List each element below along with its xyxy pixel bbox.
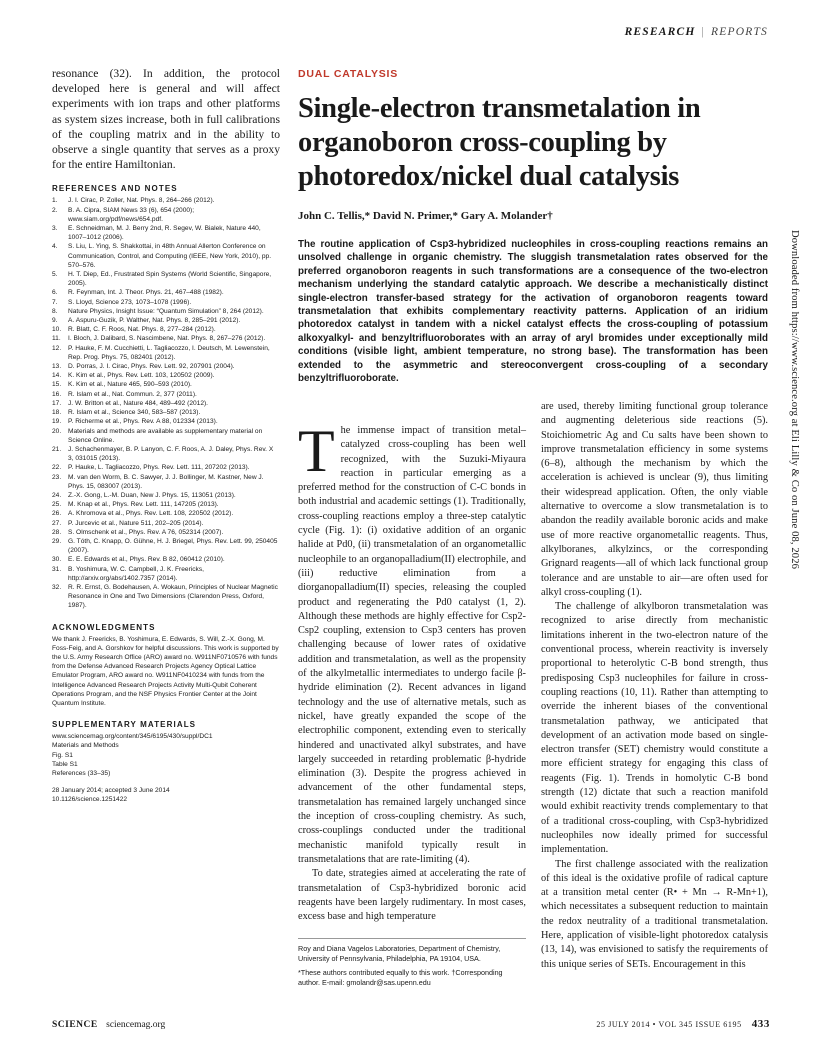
reference-item <box>52 288 280 297</box>
reference-text: S. Liu, L. Ying, S. Shakkottai, in 48th Annual Allerton Conference on Communication, Control, and Computing (IEEE, New York, 2010), pp. 570–576. <box>68 243 272 269</box>
download-watermark <box>778 230 808 790</box>
reference-number: 3. <box>52 225 58 233</box>
reference-text: R. Blatt, C. F. Roos, Nat. Phys. 8, 277–284 (2012). <box>68 326 216 334</box>
reference-text: P. Hauke, L. Tagliacozzo, Phys. Rev. Lett. 111, 207202 (2013). <box>68 464 250 472</box>
drop-cap: T <box>298 418 335 484</box>
reference-number: 22. <box>52 464 62 472</box>
body-paragraph: he immense impact of transition metal–catalyzed cross-coupling has been well recognized, with the Suzuki-Miyaura reaction in particular emerging as a preferred method for the construction of C-C bonds in both industrial and academic settings (1). Traditionally, cross-coupling reactions employ a three-step catalytic cycle (Fig. 1): (i) oxidative addition of an organic halide at Pd0, (ii) transmetalation of an organometallic nucleophile to an organopalladium(II) electrophile, and (iii) reductive elimination from a diorganopalladium(II) species, releasing the coupled product and regenerating the Pd0 catalyst (1, 2). Although these methods are highly effective for Csp2-Csp2 coupling, extension to Csp3 centers has proven challenging because of lower rates of oxidative addition and transmetalation, as well as the propensity of the alkylmetallic intermediates to undergo facile β-hydride elimination (2). Recent advances in ligand technology and the use of alternative metals, such as nickel, have greatly expanded the scope of the electrophilic component, extending even to sterically hindered and unactivated alkyl substrates, and have largely succeeded in retarding problematic β-hydride elimination (3). Despite the progress achieved in advancement of the other fundamental steps, transmetalation has remained largely unchanged since the inception of cross-coupling chemistry. As such, cross-couplings conducted under the traditional mechanistic manifold typically result in transmetalations that are rate-limiting (4). <box>298 425 526 865</box>
journal-name: SCIENCE <box>52 1020 98 1030</box>
reference-number: 6. <box>52 289 58 297</box>
doi: 10.1126/science.1251422 <box>52 796 128 804</box>
reference-item <box>52 519 280 528</box>
reference-item <box>52 408 280 417</box>
reference-number: 2. <box>52 206 58 214</box>
acknowledgments-heading: ACKNOWLEDGMENTS <box>52 622 156 632</box>
reference-number: 25. <box>52 501 62 509</box>
reference-text: J. W. Britton et al., Nature 484, 489–492 (2012). <box>68 399 209 407</box>
reference-text: K. Kim et al., Nature 465, 590–593 (2010). <box>68 381 192 389</box>
reference-text: B. A. Cipra, SIAM News 33 (6), 654 (2000); www.siam.org/pdf/news/654.pdf. <box>68 206 195 223</box>
reference-text: K. Kim et al., Phys. Rev. Lett. 103, 120502 (2009). <box>68 372 215 380</box>
reference-item <box>52 555 280 564</box>
reference-item <box>52 316 280 325</box>
reference-item <box>52 270 280 288</box>
body-paragraph: To date, strategies aimed at accelerating the rate of transmetalation of Csp3-hybridized boronic acid reagents have been largely rudimentary. In most cases, excess base and high temperature <box>298 868 526 923</box>
reference-text: R. Islam et al., Nat. Commun. 2, 377 (2011). <box>68 390 197 398</box>
reference-number: 18. <box>52 409 62 417</box>
body-column-2 <box>541 400 768 972</box>
reference-text: Materials and methods are available as supplementary material on Science Online. <box>68 427 263 444</box>
reference-number: 5. <box>52 271 58 279</box>
reference-list <box>52 196 280 610</box>
affiliation: Roy and Diana Vagelos Laboratories, Department of Chemistry, University of Pennsylvania, Philadelphia, PA 19104, USA. <box>298 944 501 963</box>
reference-item <box>52 473 280 491</box>
reference-item <box>52 307 280 316</box>
running-header <box>593 26 768 38</box>
reference-item <box>52 196 280 205</box>
reference-text: E. E. Edwards et al., Phys. Rev. B 82, 060412 (2010). <box>68 556 225 564</box>
reference-item <box>52 537 280 555</box>
footer-issue <box>592 1018 770 1030</box>
reference-item <box>52 427 280 445</box>
supplementary-heading: SUPPLEMENTARY MATERIALS <box>52 720 197 730</box>
acknowledgments-text: We thank J. Freericks, B. Yoshimura, E. Edwards, S. Will, Z.-X. Gong, M. Foss-Feig, and A. Gorshkov for helpful discussions. This work is supported by the U.S. Army Research Office (ARO) award no. W911NF0710576 with funds from the Defense Advanced Research Projects Agency Optical Lattice Emulator Program, ARO award no. W911NF0410234 with funds from the Intelligence Advanced Research Projects Activity Multi-Qubit Coherent Operations Program, and the NSF Physics Frontier Center at the Joint Quantum Institute. <box>52 635 279 707</box>
reference-text: S. Olmschenk et al., Phys. Rev. A 76, 052314 (2007). <box>68 528 224 536</box>
body-paragraph: are used, thereby limiting functional group tolerance and augmenting deleterious side reactions (5). Stoichiometric Ag and Cu salts have been shown to improve transmetalation efficiency in some systems (6–8), although the mechanism by which the acceleration is achieved is unclear (9), thus limiting their widespread application. Often, the only viable alternative to overcome a slow transmetalation is to abandon the readily available boronic acids and make use of more reactive organometallic reagents. Thus, alkylboranes, alkylzincs, or the corresponding Grignard reagents—all of which lack functional group tolerance and are unstable to air—are often used for alkyl cross-coupling (1). <box>541 401 768 598</box>
reference-number: 32. <box>52 583 62 591</box>
article-dates <box>52 786 280 804</box>
reference-number: 23. <box>52 473 62 481</box>
reference-text: R. Islam et al., Science 340, 583–587 (2013). <box>68 409 201 417</box>
reference-text: J. Schachenmayer, B. P. Lanyon, C. F. Roos, A. J. Daley, Phys. Rev. X 3, 031015 (2013). <box>68 445 274 463</box>
reference-text: H. T. Diep, Ed., Frustrated Spin Systems (World Scientific, Singapore, 2005). <box>68 271 272 288</box>
reference-item <box>52 242 280 270</box>
reference-item <box>52 380 280 389</box>
reference-text: P. Hauke, F. M. Cucchietti, L. Tagliacozzo, I. Deutsch, M. Lewenstein, Rep. Prog. Phys. 75, 082401 (2012). <box>68 344 270 361</box>
reference-text: Nature Physics, Insight Issue: “Quantum Simulation” 8, 264 (2012). <box>68 307 264 315</box>
reference-text: R. R. Ernst, G. Bodehausen, A. Wokaun, Principles of Nuclear Magnetic Resonance in One and Two Dimensions (Clarendon Press, Oxford, 1987). <box>68 583 278 610</box>
reference-item <box>52 334 280 343</box>
previous-article-column <box>52 66 280 805</box>
reference-number: 13. <box>52 363 62 371</box>
reference-text: G. Tóth, C. Knapp, O. Gühne, H. J. Briegel, Phys. Rev. Lett. 99, 250405 (2007). <box>68 537 278 555</box>
reference-item <box>52 583 280 611</box>
previous-article-continuation: resonance (32). In addition, the protocol developed here is general and will affect experiments with ion traps and other platforms as system sizes increase, both in full calibrations of the coupling matrix and in the ability to observe a single quantity that serves as a proxy for the entire Hamiltonian. <box>52 67 280 172</box>
author-line: John C. Tellis,* David N. Primer,* Gary A. Molander† <box>298 210 553 222</box>
reference-text: M. van den Worm, B. C. Sawyer, J. J. Bollinger, M. Kastner, New J. Phys. 15, 083007 (2013). <box>68 473 264 490</box>
reference-text: D. Porras, J. I. Cirac, Phys. Rev. Lett. 92, 207901 (2004). <box>68 363 235 371</box>
reference-number: 16. <box>52 390 62 398</box>
abstract: The routine application of Csp3-hybridized nucleophiles in cross-coupling reactions remains an unsolved challenge in organic chemistry. The sluggish transmetalation rates observed for the preferred organoboron reagents in such transformations are a consequence of the two-electron mechanism underlying the standard catalytic approach. We describe a mechanistically distinct single-electron transfer-based strategy for the activation of organoboron reagents toward transmetalation that exhibits complementary reactivity patterns. Application of an iridium photoredox catalyst in tandem with a nickel catalyst effects the cross-coupling of potassium alkoxyalkyl- and benzyltrifluoroborates with an array of aryl bromides under exceptionally mild conditions (visible light, ambient temperature, no strong base). The transformation has been extended to the asymmetric and stereoconvergent cross-coupling of a secondary benzyltrifluoroborate. <box>298 239 768 385</box>
reference-number: 21. <box>52 445 62 453</box>
body-column-1 <box>298 418 526 924</box>
reference-number: 28. <box>52 528 62 536</box>
reference-item <box>52 565 280 583</box>
reference-item <box>52 224 280 242</box>
reference-text: A. Khromova et al., Phys. Rev. Lett. 108, 220502 (2012). <box>68 510 234 518</box>
reference-item <box>52 491 280 500</box>
reference-number: 19. <box>52 418 62 426</box>
reference-text: P. Jurcevic et al., Nature 511, 202–205 (2014). <box>68 519 204 527</box>
reference-number: 1. <box>52 197 58 205</box>
reference-number: 11. <box>52 335 61 343</box>
reference-number: 8. <box>52 307 58 315</box>
reference-item <box>52 399 280 408</box>
reference-number: 4. <box>52 243 58 251</box>
reference-text: S. Lloyd, Science 273, 1073–1078 (1996). <box>68 298 192 306</box>
reference-item <box>52 371 280 380</box>
reference-number: 20. <box>52 427 62 435</box>
reference-item <box>52 362 280 371</box>
reference-item <box>52 417 280 426</box>
reference-text: P. Richerme et al., Phys. Rev. A 88, 012334 (2013). <box>68 418 218 426</box>
references-heading: REFERENCES AND NOTES <box>52 184 178 194</box>
download-watermark-text: Downloaded from https://www.science.org at Eli Lilly & Co on June 08, 2026 <box>789 230 800 569</box>
reference-text: J. I. Cirac, P. Zoller, Nat. Phys. 8, 264–266 (2012). <box>68 197 215 205</box>
reference-number: 31. <box>52 565 62 573</box>
reference-item <box>52 390 280 399</box>
reference-text: Z.-X. Gong, L.-M. Duan, New J. Phys. 15, 113051 (2013). <box>68 491 236 499</box>
reference-item <box>52 206 280 224</box>
reference-item <box>52 298 280 307</box>
supplementary-item: Materials and Methods <box>52 742 119 750</box>
reference-number: 12. <box>52 344 62 352</box>
supplementary-item: References (33–35) <box>52 770 111 777</box>
author-footnote: *These authors contributed equally to this work. †Corresponding author. E-mail: gmolandr@sas.upenn.edu <box>298 968 503 987</box>
reference-item <box>52 509 280 518</box>
reference-item <box>52 500 280 509</box>
reference-number: 27. <box>52 519 62 527</box>
reference-item <box>52 344 280 362</box>
body-paragraph: The challenge of alkylboron transmetalation was recognized to arise directly from mechanistic limitations inherent in the two-electron nature of the conventional process, wherein reactivity is inversely proportional to heterolytic C-B bond strength, thus predisposing Csp3 nucleophiles for failure in cross-coupling reactions (10, 11). Rather than attempting to override the inherent biases of the conventional transmetalation pathway, we anticipated that development of an activation mode based on single-electron transfer (SET) chemistry would constitute a more efficient strategy for engaging this class of reagents (Fig. 1). Trends in homolytic C-B bond strength (12) dictate that such a reaction manifold would exhibit reactivity trends complementary to that of a traditional cross-coupling, with Csp3-hybridized nucleophiles now ideally primed for successful implementation. <box>541 601 768 856</box>
section-label: RESEARCH <box>624 26 696 38</box>
reference-number: 14. <box>52 372 62 380</box>
reference-item <box>52 445 280 463</box>
supplementary-list <box>52 732 280 778</box>
reference-number: 10. <box>52 326 62 334</box>
reference-text: E. Schneidman, M. J. Berry 2nd, R. Segev, W. Bialek, Nature 440, 1007–1012 (2006). <box>68 225 261 242</box>
reference-text: M. Knap et al., Phys. Rev. Lett. 111, 147205 (2013). <box>68 501 219 509</box>
article-kicker: DUAL CATALYSIS <box>298 68 399 80</box>
journal-site: sciencemag.org <box>106 1020 166 1030</box>
reference-number: 15. <box>52 381 62 389</box>
reference-number: 9. <box>52 317 58 325</box>
reference-text: A. Aspuru-Guzik, P. Walther, Nat. Phys. 8, 285–291 (2012). <box>68 317 241 325</box>
article-title: Single-electron transmetalation in organoboron cross-coupling by photoredox/nickel dual catalysis <box>298 93 701 192</box>
reference-item <box>52 463 280 472</box>
reference-number: 17. <box>52 399 62 407</box>
reference-number: 26. <box>52 510 62 518</box>
header-divider: | <box>701 26 706 38</box>
footer-journal <box>52 1020 165 1030</box>
received-accepted-dates: 28 January 2014; accepted 3 June 2014 <box>52 787 170 795</box>
body-paragraph: The first challenge associated with the realization of this ideal is the oxidative profile of radical capture at a transition metal center (R• + Mn → R-Mn+1), which necessitates a subsequent reduction to maintain the redox neutrality of a traditional transmetalation. Here, application of visible-light photoredox catalysis (13, 14), was envisioned to satisfy the requirements of this unique series of SETs. Encouragement in this <box>541 858 768 970</box>
reference-item <box>52 528 280 537</box>
reference-text: B. Yoshimura, W. C. Campbell, J. K. Freericks, http://arxiv.org/abs/1402.7357 (2014). <box>68 565 204 582</box>
reference-number: 29. <box>52 537 62 545</box>
supplementary-item: Fig. S1 <box>52 751 73 759</box>
reference-number: 24. <box>52 491 62 499</box>
affiliation-footnote <box>298 938 526 988</box>
issue-info: 25 JULY 2014 • VOL 345 ISSUE 6195 <box>596 1020 742 1029</box>
reference-text: I. Bloch, J. Dalibard, S. Nascimbene, Nat. Phys. 8, 267–276 (2012). <box>68 335 266 343</box>
subsection-label: REPORTS <box>711 26 768 38</box>
reference-number: 7. <box>52 298 58 306</box>
supplementary-link[interactable]: www.sciencemag.org/content/345/6195/430/suppl/DC1 <box>52 733 213 741</box>
supplementary-item: Table S1 <box>52 760 78 768</box>
reference-text: R. Feynman, Int. J. Theor. Phys. 21, 467–488 (1982). <box>68 289 224 297</box>
page-number: 433 <box>751 1018 770 1030</box>
reference-number: 30. <box>52 556 62 564</box>
reference-item <box>52 325 280 334</box>
